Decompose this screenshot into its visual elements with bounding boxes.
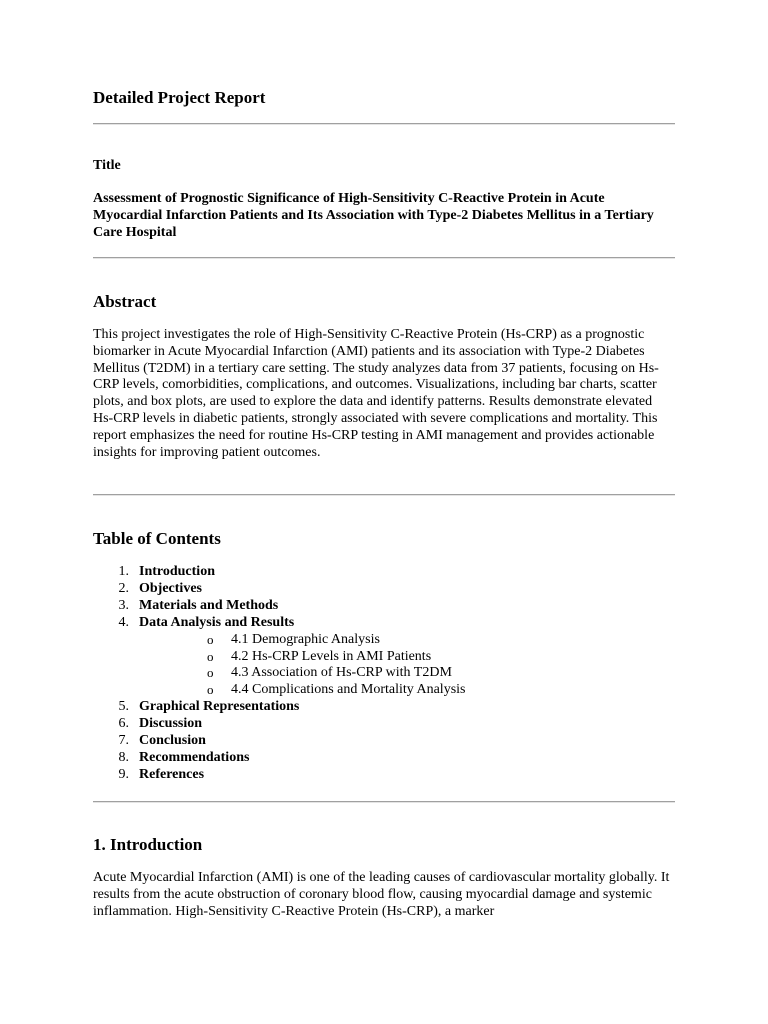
abstract-heading: Abstract bbox=[93, 292, 157, 311]
title-label: Title bbox=[93, 158, 121, 173]
toc-item-materials-and-methods[interactable] bbox=[93, 598, 675, 615]
toc-label: Materials and Methods bbox=[139, 597, 279, 613]
bullet-icon: o bbox=[207, 682, 214, 698]
toc-label: Discussion bbox=[139, 716, 203, 732]
toc-item-graphical[interactable] bbox=[93, 699, 675, 716]
report-title: Assessment of Prognostic Significance of High-Sensitivity C-Reactive Protein in Acute Myocardial Infarction Patients and Its Association with Type-2 Diabetes Mellitus in a Tertiary Care Hospital bbox=[93, 191, 654, 240]
toc-sublabel: 4.2 Hs-CRP Levels in AMI Patients bbox=[231, 648, 432, 664]
divider bbox=[93, 801, 675, 803]
toc-heading: Table of Contents bbox=[93, 529, 221, 548]
toc-item-data-analysis[interactable] bbox=[93, 615, 675, 700]
toc-item-discussion[interactable] bbox=[93, 716, 675, 733]
bullet-icon: o bbox=[207, 648, 214, 664]
toc-label: Data Analysis and Results bbox=[139, 614, 295, 630]
divider bbox=[93, 494, 675, 496]
table-of-contents bbox=[93, 564, 675, 784]
toc-sublabel: 4.1 Demographic Analysis bbox=[231, 631, 380, 647]
toc-subitem-hscrp-levels[interactable] bbox=[139, 649, 675, 666]
divider bbox=[93, 123, 675, 125]
introduction-heading: 1. Introduction bbox=[93, 835, 203, 854]
toc-number: 4. bbox=[118, 614, 129, 630]
toc-number: 9. bbox=[118, 766, 129, 782]
toc-label: References bbox=[139, 766, 205, 782]
bullet-icon: o bbox=[207, 631, 214, 647]
toc-item-introduction[interactable] bbox=[93, 564, 675, 581]
toc-subitem-hscrp-t2dm[interactable] bbox=[139, 665, 675, 682]
toc-number: 3. bbox=[118, 597, 129, 613]
toc-item-recommendations[interactable] bbox=[93, 750, 675, 767]
introduction-text: Acute Myocardial Infarction (AMI) is one of the leading causes of cardiovascular mortality globally. It results from the acute obstruction of coronary blood flow, causing myocardial damage and systemic inflammation. High-Sensitivity C-Reactive Protein (Hs-CRP), a marker bbox=[93, 870, 670, 919]
toc-item-references[interactable] bbox=[93, 767, 675, 784]
bullet-icon: o bbox=[207, 665, 214, 681]
toc-sublist bbox=[139, 632, 675, 700]
toc-sublabel: 4.3 Association of Hs-CRP with T2DM bbox=[231, 665, 452, 681]
abstract-text: This project investigates the role of High-Sensitivity C-Reactive Protein (Hs-CRP) as a prognostic biomarker in Acute Myocardial Infarction (AMI) patients and its association with Type-2 Diabetes Mellitus (T2DM) in a tertiary care setting. The study analyzes data from 37 patients, focusing on Hs-CRP levels, comorbidities, complications, and outcomes. Visualizations, including bar charts, scatter plots, and box plots, are used to explore the data and identify patterns. Results demonstrate elevated Hs-CRP levels in diabetic patients, strongly associated with severe complications and mortality. This report emphasizes the need for routine Hs-CRP testing in AMI management and provides actionable insights for improving patient outcomes. bbox=[93, 327, 659, 460]
divider bbox=[93, 257, 675, 259]
toc-number: 2. bbox=[118, 580, 129, 596]
toc-label: Introduction bbox=[139, 564, 215, 579]
toc-label: Objectives bbox=[139, 580, 202, 596]
toc-number: 1. bbox=[118, 564, 129, 579]
toc-number: 5. bbox=[118, 699, 129, 715]
toc-label: Conclusion bbox=[139, 733, 206, 749]
toc-subitem-demographic[interactable] bbox=[139, 632, 675, 649]
toc-number: 7. bbox=[118, 733, 129, 749]
toc-number: 6. bbox=[118, 716, 129, 732]
toc-number: 8. bbox=[118, 749, 129, 765]
report-heading: Detailed Project Report bbox=[93, 88, 266, 107]
toc-item-conclusion[interactable] bbox=[93, 733, 675, 750]
toc-label: Graphical Representations bbox=[139, 699, 300, 715]
toc-item-objectives[interactable] bbox=[93, 581, 675, 598]
toc-subitem-complications[interactable] bbox=[139, 682, 675, 699]
toc-sublabel: 4.4 Complications and Mortality Analysis bbox=[231, 682, 466, 698]
toc-label: Recommendations bbox=[139, 749, 250, 765]
